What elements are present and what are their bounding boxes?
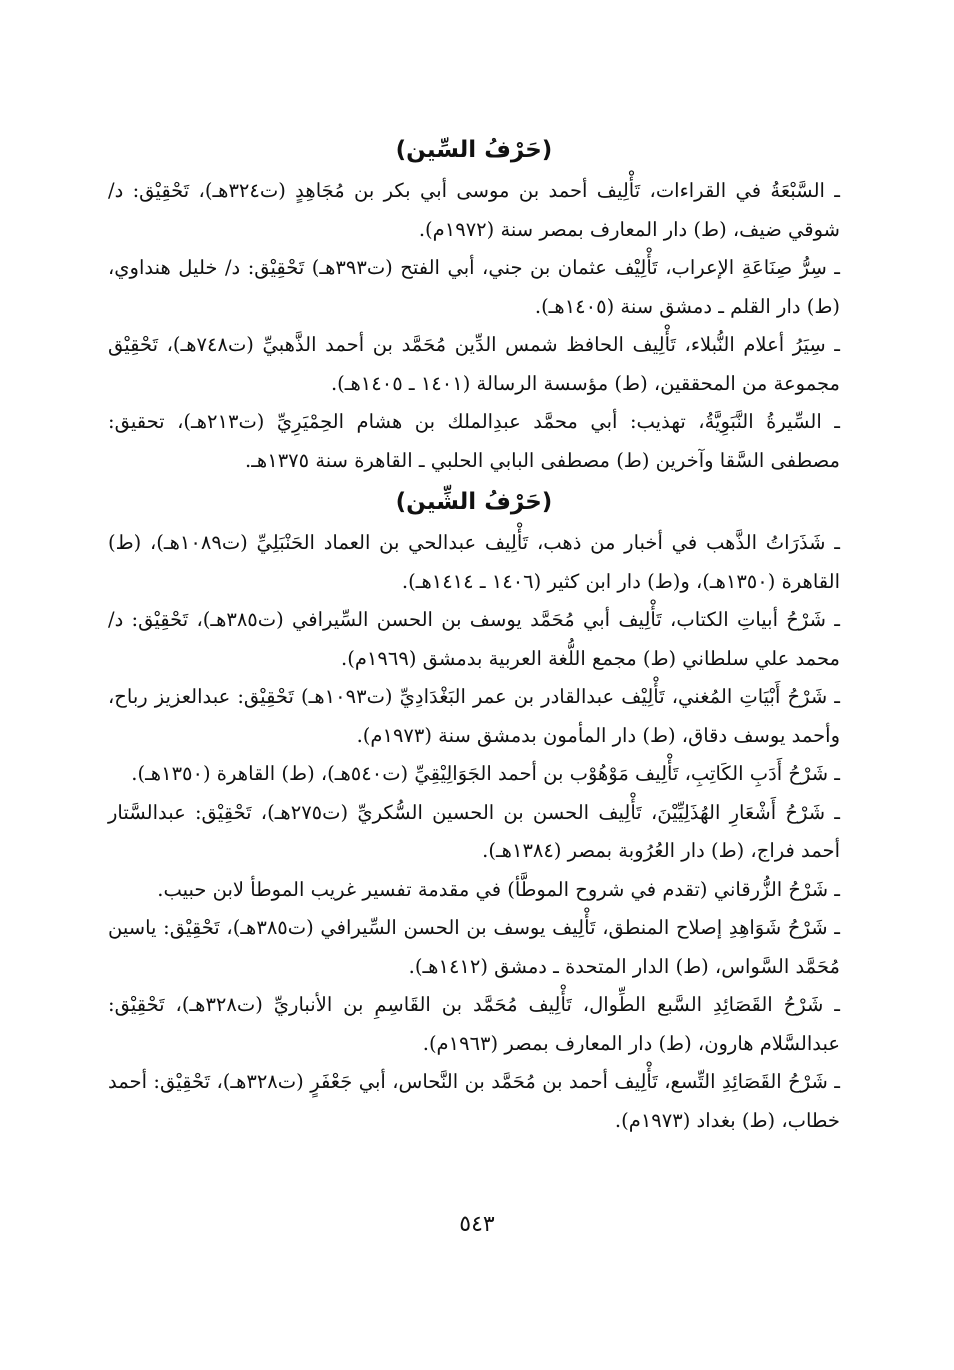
bibliography-page	[108, 128, 840, 1140]
bibliography-entry: ـ شَرْحُ القَصَائِدِ التِّسع، تَأْلِيف أحمد بن مُحَمَّد بن النَّحاس، أبي جَعْفَرٍ (ت٣٢٨هـ)، تَحْقِيْق: أحمد خطاب، (ط) بغداد (١٩٧٣م).	[108, 1070, 840, 1132]
bibliography-entry: ـ شَذَرَاتُ الذَّهب في أخبار من ذهب، تَأْلِيف عبدالحي بن العماد الحَنْبَلِيِّ (ت١٠٨٩هـ)، (ط) القاهرة (١٣٥٠هـ)، و(ط) دار ابن كثير (١٤٠٦ ـ ١٤١٤هـ).	[108, 531, 840, 593]
bibliography-entry: ـ شَرْحُ أَبْيَاتِ المُغني، تَأْلِيْف عبدالقادر بن عمر البَغْدَادِيِّ (ت١٠٩٣هـ) تَحْقِيْق: عبدالعزيز رباح، وأحمد يوسف دقاق، (ط) دار المأمون بدمشق سنة (١٩٧٣م).	[108, 685, 840, 747]
section-heading-sheen: (حَرْفُ الشِّين)	[395, 489, 553, 515]
bibliography-entry: ـ السَّبْعَةُ في القراءات، تَأْلِيف أحمد بن موسى أبي بكر بن مُجَاهِدٍ (ت٣٢٤هـ)، تَحْقِيْق: د/ شوقي ضيف، (ط) دار المعارف بمصر سنة (١٩٧٢م).	[108, 179, 840, 241]
bibliography-entry: ـ السِّيرةُ النَّبَوِيَّةُ، تهذيب: أبي محمَّد عبدِالملك بن هشام الحِمْيَرِيِّ (ت٢١٣هـ)، تحقيق: مصطفى السَّقا وآخرين (ط) مصطفى البابي الحلبي ـ القاهرة سنة ١٣٧٥هـ.	[108, 410, 840, 472]
bibliography-entry: ـ شَرْحُ الزُّرقاني (تقدم في شروح الموطَّأ) في مقدمة تفسير غريب الموطأ لابن حبيب.	[157, 877, 840, 901]
page-number: ٥٤٣	[459, 1212, 495, 1237]
bibliography-entry: ـ سِيَرُ أعلام النُّبلاء، تَأْلِيف الحافظ شمس الدِّين مُحَمَّد بن أحمد الذَّهبيِّ (ت٧٤٨هـ)، تَحْقِيْق مجموعة من المحققين، (ط) مؤسسة الرسالة (١٤٠١ ـ ١٤٠٥هـ).	[108, 333, 841, 395]
bibliography-entry: ـ شَرْحُ القَصَائِدِ السَّبع الطِّوال، تَأْلِيف مُحَمَّد بن القَاسِمِ بن الأنباريِّ (ت٣٢٨هـ)، تَحْقِيْق: عبدالسَّلام هارون، (ط) دار المعارف بمصر (١٩٦٣م).	[108, 993, 840, 1055]
bibliography-entry: ـ سِرُّ صِنَاعَةِ الإعراب، تَأْلِيْف عثمان بن جني، أبي الفتح (ت٣٩٣هـ) تَحْقِيْق: د/ خليل هنداوي، (ط) دار القلم ـ دمشق سنة (١٤٠٥هـ).	[108, 256, 840, 318]
section-heading-seen: (حَرْفُ السِّين)	[395, 137, 553, 163]
bibliography-entry: ـ شَرْحُ شَوَاهِدِ إصلاح المنطق، تَأْلِيف يوسف بن الحسن السِّيرافي (ت٣٨٥هـ)، تَحْقِيْق: ياسين مُحَمَّد السَّواس، (ط) الدار المتحدة ـ دمشق (١٤١٢هـ).	[108, 916, 841, 978]
bibliography-entry: ـ شَرْحُ أَدَبِ الكَاتِبِ، تَأْلِيف مَوْهُوْب بن أحمد الجَوَالِيْقِيِّ (ت٥٤٠هـ)، (ط) القاهرة (١٣٥٠هـ).	[131, 762, 840, 785]
bibliography-entry: ـ شَرْحُ أبياتِ الكتاب، تَأْلِيف أبي مُحَمَّد يوسف بن الحسن السِّيرافي (ت٣٨٥هـ)، تَحْقِيْق: د/ محمد علي سلطاني (ط) مجمع اللُّغة العربية بدمشق (١٩٦٩م).	[108, 608, 840, 670]
bibliography-entry: ـ شَرْحُ أَشْعَارِ الهُذَلِيِّيْنَ، تَأْلِيف الحسن بن الحسين السُّكريِّ (ت٢٧٥هـ)، تَحْقِيْق: عبدالسَّتار أحمد فراج، (ط) دار العُرُوبة بمصر (١٣٨٤هـ).	[108, 800, 840, 862]
